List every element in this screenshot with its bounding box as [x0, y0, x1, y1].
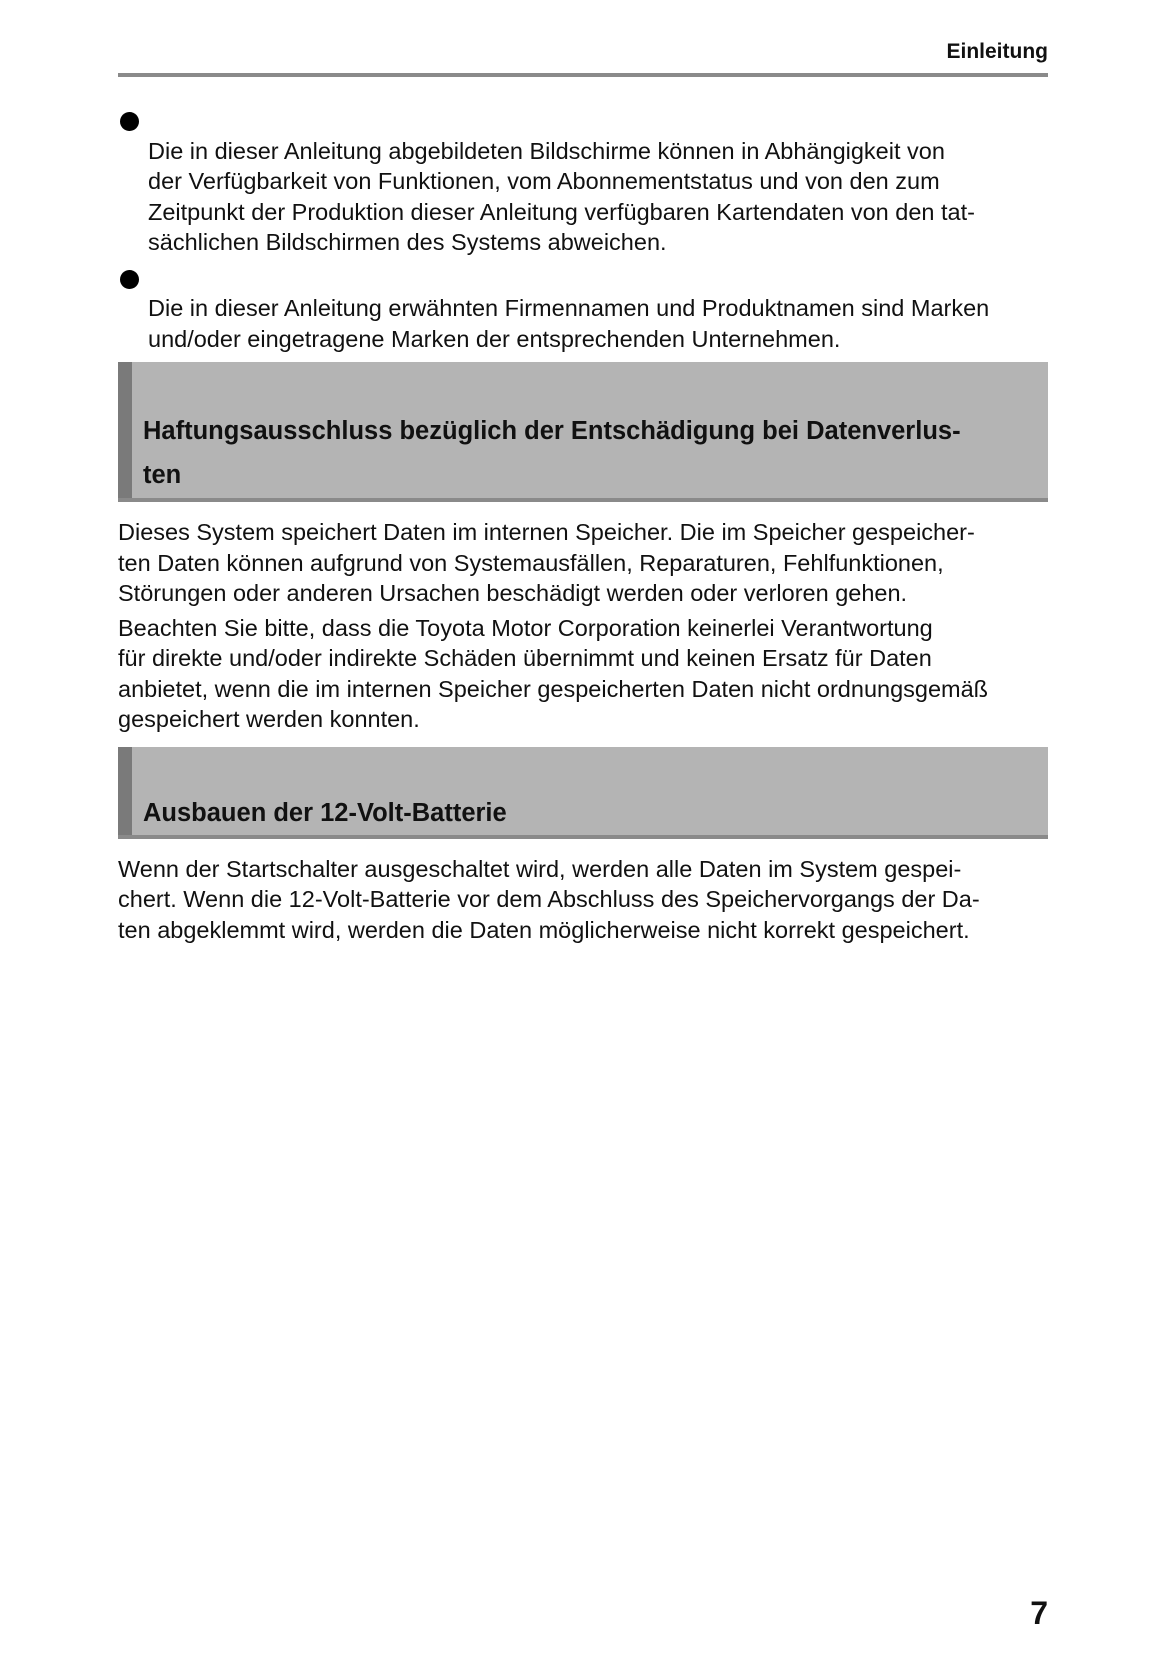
- heading-accent-bar: [118, 747, 132, 835]
- bullet-list: [118, 105, 1048, 354]
- section-heading-text: Ausbauen der 12-Volt-Batterie: [143, 798, 507, 827]
- section-heading-text: Haftungsausschluss bezüglich der Entschädigung bei Datenverlus- ten: [143, 417, 961, 489]
- bullet-icon: [120, 112, 139, 131]
- heading-accent-bar: [118, 362, 132, 498]
- bullet-item: [118, 105, 1048, 258]
- section-heading-data-loss: [118, 362, 1048, 502]
- body-paragraph: Dieses System speichert Daten im internen Speicher. Die im Speicher gespeicher- ten Daten können aufgrund von Systemausfällen, Reparaturen, Fehlfunktionen, Störungen oder anderen Ursachen beschädigt werden oder verloren gehen.: [118, 519, 975, 606]
- body-paragraph: Beachten Sie bitte, dass die Toyota Motor Corporation keinerlei Verantwortung für direkte und/oder indirekte Schäden übernimmt und keinen Ersatz für Daten anbietet, wenn die im internen Speicher gespeicherten Daten nicht ordnungsgemäß gespeichert werden konnten.: [118, 614, 989, 732]
- bullet-icon: [120, 270, 139, 289]
- bullet-text: Die in dieser Anleitung erwähnten Firmennamen und Produktnamen sind Marken und/oder eingetragene Marken der entsprechenden Unternehmen.: [148, 295, 990, 352]
- page-number: 7: [1030, 1595, 1048, 1631]
- page-content: [118, 105, 1048, 945]
- body-paragraph: Wenn der Startschalter ausgeschaltet wird, werden alle Daten im System gespei- chert. Wenn die 12-Volt-Batterie vor dem Abschluss des Speichervorgangs der Da- ten abgeklemmt wird, werden die Daten möglicherweise nicht korrekt gespeichert.: [118, 855, 980, 943]
- bullet-text: Die in dieser Anleitung abgebildeten Bildschirme können in Abhängigkeit von der Verfügbarkeit von Funktionen, vom Abonnementstatus und von den zum Zeitpunkt der Produktion dieser Anleitung verfügbaren Kartendaten von den tat- sächlichen Bildschirmen des Systems abweichen.: [148, 137, 975, 255]
- running-header: Einleitung: [946, 40, 1048, 63]
- bullet-item: [118, 263, 1048, 355]
- header-rule: [118, 73, 1048, 77]
- section-heading-battery: [118, 747, 1048, 839]
